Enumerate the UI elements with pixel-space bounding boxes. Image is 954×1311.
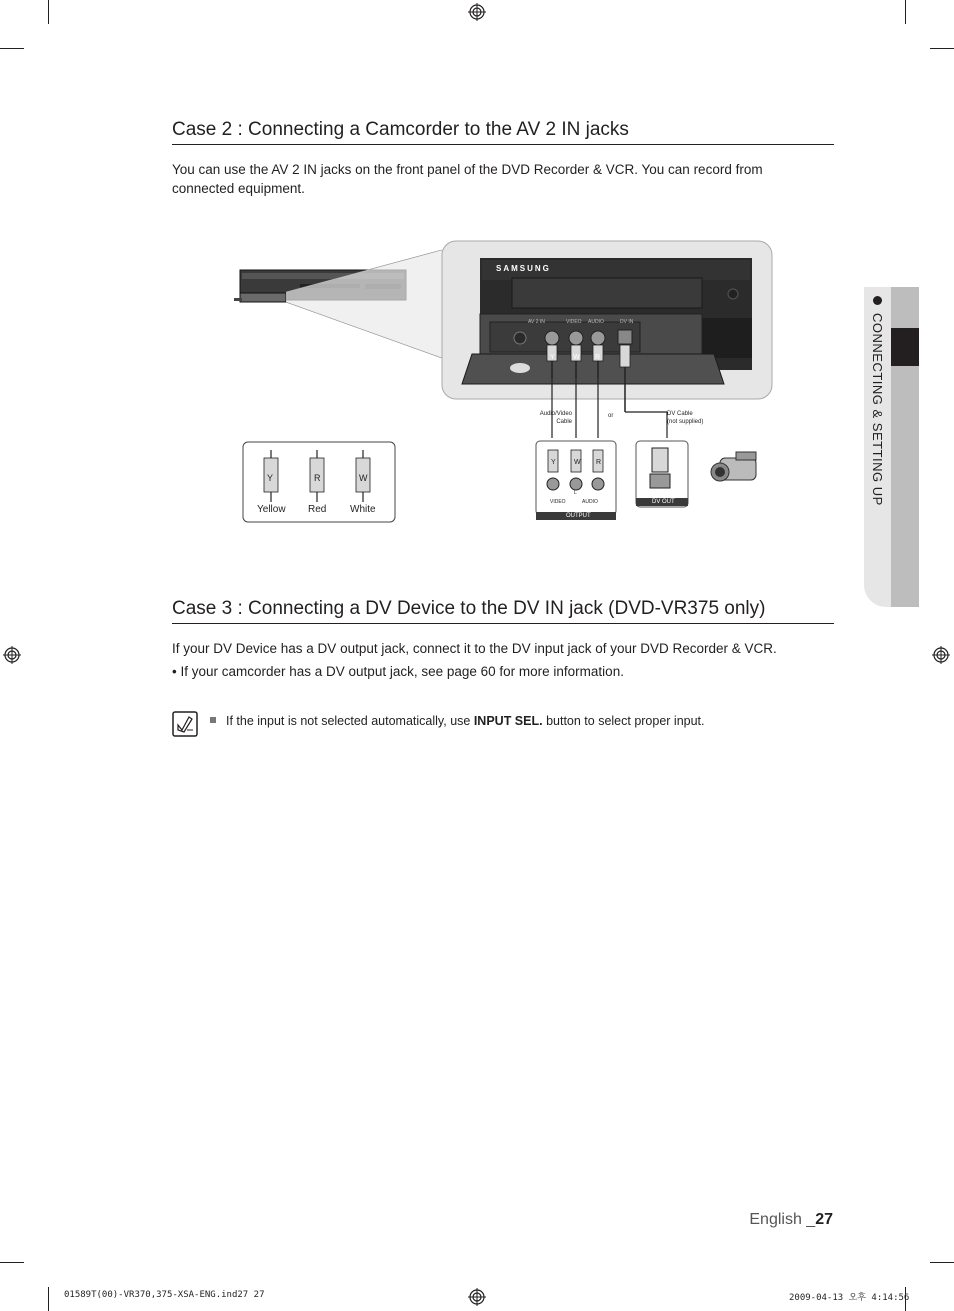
dv-cable-label-line1: DV Cable: [667, 411, 693, 417]
page-num: 27: [815, 1211, 833, 1228]
dv-cable-label-line2: (not supplied): [667, 419, 704, 425]
case3-heading: Case 3 : Connecting a DV Device to the DV IN jack (DVD-VR375 only): [172, 598, 834, 624]
or-label: or: [608, 413, 614, 419]
bullet-dot-icon: [873, 296, 882, 305]
legend-name-yellow: Yellow: [257, 504, 286, 515]
video-jack-label: VIDEO: [566, 319, 582, 325]
side-tab-text: CONNECTING & SETTING UP: [870, 313, 885, 506]
note-suffix: button to select proper input.: [542, 714, 705, 728]
legend-letter-white: W: [359, 473, 368, 483]
case2-paragraph: [172, 160, 812, 198]
print-slug-date: 2009-04-13 오후 4:14:56: [789, 1293, 910, 1303]
dvin-jack-label: DV IN: [620, 319, 634, 325]
crop-mark: [48, 0, 49, 24]
plug-letter-r: R: [595, 354, 601, 361]
note-prefix: If the input is not selected automatically, use: [226, 714, 474, 728]
note-text: [210, 714, 705, 728]
crop-mark: [0, 48, 24, 49]
print-slug-file: 01589T(00)-VR370,375-XSA-ENG.ind27 27: [64, 1290, 265, 1300]
case2-heading: Case 2 : Connecting a Camcorder to the AV 2 IN jacks: [172, 119, 834, 145]
bullet-square-icon: [210, 717, 216, 723]
registration-mark-icon: [3, 646, 21, 664]
crop-mark: [48, 1287, 49, 1311]
legend-letter-red: R: [314, 473, 321, 483]
registration-mark-icon: [932, 646, 950, 664]
case3-paragraph: If your DV Device has a DV output jack, connect it to the DV input jack of your DVD Recorder & VCR.: [172, 641, 777, 656]
page-number: [749, 1211, 833, 1229]
case2-paragraph-line1: You can use the AV 2 IN jacks on the front panel of the DVD Recorder & VCR. You can record from: [172, 162, 763, 177]
audio-left-label: L: [574, 490, 577, 496]
output-audio-label: AUDIO: [582, 499, 598, 505]
crop-mark: [930, 48, 954, 49]
crop-mark: [0, 1262, 24, 1263]
output-label: OUTPUT: [566, 513, 591, 519]
output-plug-letter-y: Y: [551, 459, 556, 466]
av2in-label: AV 2 IN: [528, 319, 545, 325]
legend-letter-yellow: Y: [267, 473, 274, 483]
audio-jack-label: AUDIO: [588, 319, 604, 325]
output-plug-letter-w: W: [574, 459, 581, 466]
registration-mark-icon: [468, 1288, 486, 1306]
dv-out-label: DV OUT: [652, 499, 675, 505]
brand-logo: SAMSUNG: [496, 264, 551, 273]
case3-bullet: • If your camcorder has a DV output jack, see page 60 for more information.: [172, 664, 624, 679]
note-input-sel: INPUT SEL.: [473, 714, 543, 728]
legend-name-white: White: [350, 504, 376, 515]
av-cable-label-line1: Audio/Video: [539, 411, 572, 417]
dv-cable-label: [667, 410, 703, 426]
output-video-label: VIDEO: [550, 499, 566, 505]
case2-paragraph-line2: connected equipment.: [172, 181, 305, 196]
crop-mark: [905, 0, 906, 24]
camcorder-icon: [711, 452, 756, 481]
side-tab-label: [870, 296, 885, 506]
av-cable-label: [539, 410, 572, 426]
page-lang: English _: [749, 1211, 816, 1228]
registration-mark-icon: [468, 3, 486, 21]
av-cable-label-line2: Cable: [556, 419, 572, 425]
connection-diagram: [230, 238, 790, 538]
plug-letter-w: W: [573, 354, 580, 361]
output-plug-letter-r: R: [596, 459, 602, 466]
plug-letter-y: Y: [550, 354, 555, 361]
legend-name-red: Red: [308, 504, 327, 515]
note-pencil-icon: [172, 711, 198, 737]
side-tab-marker: [891, 328, 919, 366]
crop-mark: [930, 1262, 954, 1263]
